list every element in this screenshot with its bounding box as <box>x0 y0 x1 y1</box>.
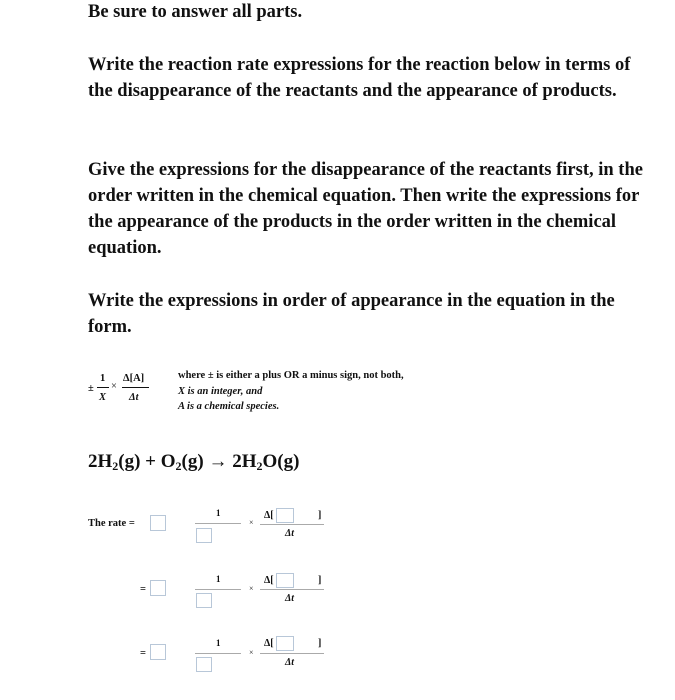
sign-input[interactable] <box>150 515 166 531</box>
species-input[interactable] <box>276 636 294 651</box>
delta-t: Δt <box>285 528 295 539</box>
fraction-bar <box>195 653 241 654</box>
delta-open: Δ[ <box>264 510 274 521</box>
numerator-one: 1 <box>216 508 221 518</box>
fraction-bar <box>260 653 324 654</box>
eq-sub: 2 <box>112 459 119 473</box>
times-sign: × <box>249 648 254 657</box>
times-sign: × <box>249 518 254 527</box>
delta-t: Δt <box>285 593 295 604</box>
eq-part: (g) → 2H <box>181 451 257 472</box>
instruction-write-rate: Write the reaction rate expressions for the reaction below in terms of the disappearance of the reactants and the appearance of products. <box>88 55 631 101</box>
species-input[interactable] <box>276 573 294 588</box>
delta-close: ] <box>318 638 322 649</box>
fraction-bar <box>195 589 241 590</box>
delta-t: Δt <box>285 657 295 668</box>
denominator-input[interactable] <box>196 528 212 543</box>
sign-input[interactable] <box>150 580 166 596</box>
instruction-form: Write the expressions in order of appearance in the equation in the form. <box>88 291 615 337</box>
delta-t: Δt <box>129 392 139 403</box>
one-numerator: 1 <box>100 373 106 384</box>
denominator-input[interactable] <box>196 593 212 608</box>
form-where-note <box>178 368 404 415</box>
species-input[interactable] <box>276 508 294 523</box>
fraction-bar <box>260 524 324 525</box>
times-sign: × <box>249 584 254 593</box>
eq-sub: 2 <box>175 459 182 473</box>
delta-open: Δ[ <box>264 638 274 649</box>
where-line-1: where ± is either a plus OR a minus sign, not both, <box>178 370 404 381</box>
delta-close: ] <box>318 575 322 586</box>
where-line-3: A is a chemical species. <box>178 401 280 412</box>
equals-sign: = <box>140 648 146 659</box>
pm-sign: ± <box>88 383 94 394</box>
fraction-bar <box>260 589 324 590</box>
denominator-input[interactable] <box>196 657 212 672</box>
x-variable: X <box>99 392 107 403</box>
chemical-equation <box>88 451 299 474</box>
times-sign: × <box>111 381 117 392</box>
fraction-bar-2 <box>122 387 149 388</box>
eq-part: O(g) <box>262 451 300 472</box>
delta-a: Δ[A] <box>123 373 145 384</box>
instruction-answer-all: Be sure to answer all parts. <box>88 2 303 22</box>
delta-open: Δ[ <box>264 575 274 586</box>
fraction-bar-1 <box>97 387 109 388</box>
eq-part: (g) + O <box>118 451 176 472</box>
equals-sign: = <box>140 584 146 595</box>
delta-close: ] <box>318 510 322 521</box>
eq-sub: 2 <box>256 459 263 473</box>
numerator-one: 1 <box>216 638 221 648</box>
rate-label: The rate = <box>88 518 135 529</box>
numerator-one: 1 <box>216 574 221 584</box>
sign-input[interactable] <box>150 644 166 660</box>
instruction-order: Give the expressions for the disappearance of the reactants first, in the order written in the chemical equation. Then write the expressions for the appearance of the products in the order written in the chemical equation. <box>88 160 643 258</box>
eq-part: 2H <box>88 451 113 472</box>
fraction-bar <box>195 523 241 524</box>
where-line-2: X is an integer, and <box>178 385 263 397</box>
